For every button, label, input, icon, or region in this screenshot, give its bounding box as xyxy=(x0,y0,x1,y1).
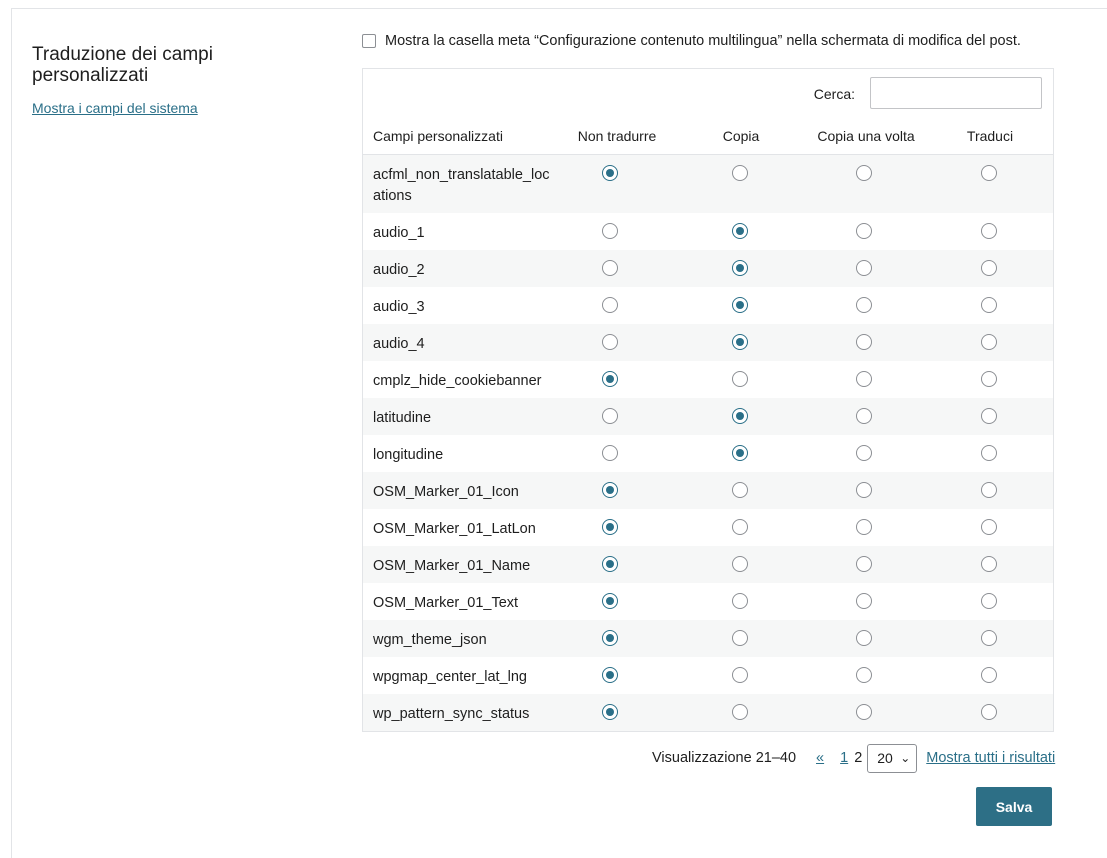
radio-copy-once[interactable] xyxy=(856,371,872,387)
radio-copy-once[interactable] xyxy=(856,704,872,720)
radio-copy[interactable] xyxy=(732,371,748,387)
column-header-translate: Traduci xyxy=(966,128,1014,144)
table-row xyxy=(363,694,1053,731)
radio-copy[interactable] xyxy=(732,223,748,239)
radio-copy-once[interactable] xyxy=(856,482,872,498)
table-row xyxy=(363,620,1053,657)
radio-dont-translate[interactable] xyxy=(602,371,618,387)
field-name: OSM_Marker_01_Text xyxy=(373,595,519,611)
meta-box-option xyxy=(362,33,1021,49)
section-title: Traduzione dei campi personalizzati xyxy=(32,44,213,86)
radio-copy-once[interactable] xyxy=(856,297,872,313)
page-1-link[interactable]: 1 xyxy=(840,750,849,766)
radio-translate[interactable] xyxy=(981,334,997,350)
table-row xyxy=(363,361,1053,398)
radio-copy-once[interactable] xyxy=(856,260,872,276)
radio-translate[interactable] xyxy=(981,556,997,572)
radio-copy[interactable] xyxy=(732,630,748,646)
show-system-fields-link[interactable]: Mostra i campi del sistema xyxy=(32,100,198,116)
meta-box-checkbox[interactable] xyxy=(362,34,376,48)
field-name: OSM_Marker_01_Name xyxy=(373,558,531,574)
radio-copy-once[interactable] xyxy=(856,667,872,683)
table-row xyxy=(363,472,1053,509)
radio-copy-once[interactable] xyxy=(856,334,872,350)
radio-translate[interactable] xyxy=(981,519,997,535)
radio-dont-translate[interactable] xyxy=(602,408,618,424)
radio-dont-translate[interactable] xyxy=(602,482,618,498)
radio-translate[interactable] xyxy=(981,260,997,276)
radio-copy[interactable] xyxy=(732,445,748,461)
radio-copy[interactable] xyxy=(732,556,748,572)
table-row xyxy=(363,657,1053,694)
table-row xyxy=(363,546,1053,583)
per-page-select[interactable] xyxy=(867,744,917,773)
field-name: wgm_theme_json xyxy=(373,632,487,648)
field-name: wpgmap_center_lat_lng xyxy=(373,669,527,685)
radio-dont-translate[interactable] xyxy=(602,165,618,181)
table-row xyxy=(363,509,1053,546)
table-row xyxy=(363,398,1053,435)
field-name: OSM_Marker_01_Icon xyxy=(373,484,519,500)
field-name: audio_2 xyxy=(373,262,425,278)
custom-fields-table xyxy=(362,68,1054,732)
table-row xyxy=(363,287,1053,324)
table-row xyxy=(363,155,1053,213)
radio-copy[interactable] xyxy=(732,334,748,350)
field-name: latitudine xyxy=(373,410,432,426)
radio-dont-translate[interactable] xyxy=(602,519,618,535)
radio-translate[interactable] xyxy=(981,704,997,720)
radio-translate[interactable] xyxy=(981,223,997,239)
save-button[interactable]: Salva xyxy=(976,787,1052,826)
radio-translate[interactable] xyxy=(981,297,997,313)
show-all-link[interactable]: Mostra tutti i risultati xyxy=(926,750,1056,766)
field-name: audio_1 xyxy=(373,225,425,241)
table-body xyxy=(363,155,1053,731)
radio-dont-translate[interactable] xyxy=(602,260,618,276)
radio-copy-once[interactable] xyxy=(856,408,872,424)
pagination xyxy=(652,743,1055,773)
field-name: cmplz_hide_cookiebanner xyxy=(373,373,542,389)
radio-copy-once[interactable] xyxy=(856,165,872,181)
table-row xyxy=(363,583,1053,620)
radio-dont-translate[interactable] xyxy=(602,556,618,572)
radio-dont-translate[interactable] xyxy=(602,223,618,239)
column-header-copy: Copia xyxy=(722,128,760,144)
radio-translate[interactable] xyxy=(981,408,997,424)
radio-dont-translate[interactable] xyxy=(602,334,618,350)
column-header-copy-once: Copia una volta xyxy=(817,128,915,144)
radio-copy[interactable] xyxy=(732,593,748,609)
radio-translate[interactable] xyxy=(981,445,997,461)
radio-translate[interactable] xyxy=(981,371,997,387)
radio-copy-once[interactable] xyxy=(856,593,872,609)
radio-dont-translate[interactable] xyxy=(602,297,618,313)
field-name: audio_4 xyxy=(373,336,425,352)
radio-copy-once[interactable] xyxy=(856,556,872,572)
meta-box-label: Mostra la casella meta “Configurazione contenuto multilingua” nella schermata di modifica del post. xyxy=(385,33,1021,49)
field-name: wp_pattern_sync_status xyxy=(373,706,530,722)
radio-copy[interactable] xyxy=(732,165,748,181)
column-header-dont-translate: Non tradurre xyxy=(577,128,657,144)
table-row xyxy=(363,324,1053,361)
prev-page-link[interactable]: « xyxy=(816,750,825,766)
pagination-info: Visualizzazione 21–40 xyxy=(652,750,797,766)
radio-dont-translate[interactable] xyxy=(602,704,618,720)
search-input[interactable] xyxy=(870,77,1042,109)
table-row xyxy=(363,435,1053,472)
radio-dont-translate[interactable] xyxy=(602,593,618,609)
radio-translate[interactable] xyxy=(981,165,997,181)
chevron-down-icon: ⌄ xyxy=(900,751,911,765)
field-name: OSM_Marker_01_LatLon xyxy=(373,521,536,537)
radio-copy[interactable] xyxy=(732,519,748,535)
radio-copy[interactable] xyxy=(732,408,748,424)
table-header xyxy=(363,118,1053,155)
radio-copy-once[interactable] xyxy=(856,223,872,239)
radio-copy[interactable] xyxy=(732,297,748,313)
current-page: 2 xyxy=(854,750,863,766)
field-name: audio_3 xyxy=(373,299,425,315)
radio-dont-translate[interactable] xyxy=(602,630,618,646)
radio-copy[interactable] xyxy=(732,704,748,720)
field-name: acfml_non_translatable_locations xyxy=(373,167,550,204)
radio-dont-translate[interactable] xyxy=(602,445,618,461)
radio-copy-once[interactable] xyxy=(856,630,872,646)
field-name: longitudine xyxy=(373,447,444,463)
per-page-value: 20 xyxy=(877,750,893,766)
table-row xyxy=(363,250,1053,287)
radio-translate[interactable] xyxy=(981,593,997,609)
radio-copy[interactable] xyxy=(732,260,748,276)
radio-dont-translate[interactable] xyxy=(602,667,618,683)
radio-copy[interactable] xyxy=(732,482,748,498)
radio-translate[interactable] xyxy=(981,667,997,683)
table-row xyxy=(363,213,1053,250)
radio-copy-once[interactable] xyxy=(856,519,872,535)
radio-copy-once[interactable] xyxy=(856,445,872,461)
radio-translate[interactable] xyxy=(981,482,997,498)
radio-translate[interactable] xyxy=(981,630,997,646)
radio-copy[interactable] xyxy=(732,667,748,683)
search-label: Cerca: xyxy=(813,86,855,102)
column-header-fields: Campi personalizzati xyxy=(373,128,503,144)
